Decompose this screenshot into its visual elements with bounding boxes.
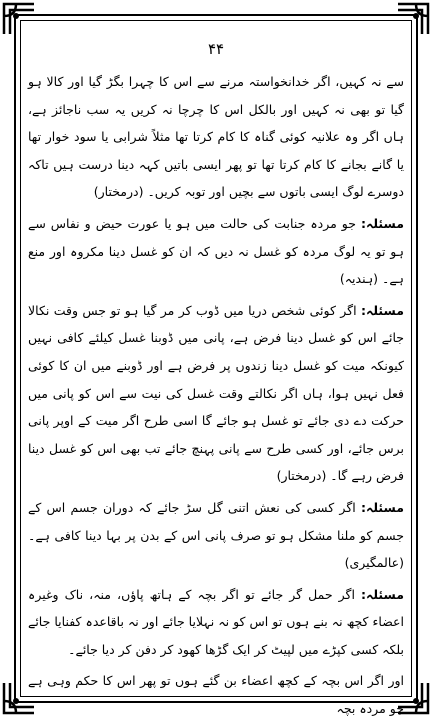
paragraph-text: اگر حمل گر جائے تو اگر بچہ کے ہاتھ پاؤں، منہ، ناک وغیرہ اعضاء کچھ نہ بنے ہوں تو اس کو نہ نہلایا جائے اور نہ باقاعدہ کفنایا جائے بلکہ کسی کپڑے میں لپیٹ کر ایک گڑھا کھود کر دفن کر دیا جائے۔ bbox=[28, 586, 404, 657]
masala-heading: مسئلہ: bbox=[361, 302, 404, 318]
paragraph-text: اگر کسی کی نعش اتنی گل سڑ جائے کہ دوران جسم اس کے جسم کو ملنا مشکل ہو تو صرف پانی اس کے بدن پر بہا دینا کافی ہے۔ (عالمگیری) bbox=[28, 499, 404, 571]
masala-heading: مسئلہ: bbox=[361, 215, 404, 231]
paragraph-text: جو مردہ جنابت کی حالت میں ہو یا عورت حیض و نفاس سے ہو تو یہ لوگ مردہ کو غسل نہ دیں کہ ان کو غسل دینا مکروہ اور منع ہے۔ (ہندیہ) bbox=[28, 215, 404, 287]
page-number: ۴۴ bbox=[207, 40, 225, 58]
corner-ornament-icon bbox=[2, 2, 36, 36]
paragraph bbox=[28, 297, 404, 490]
paragraph bbox=[28, 581, 404, 664]
paragraph bbox=[28, 68, 404, 206]
corner-ornament-icon bbox=[396, 2, 430, 36]
masala-heading: مسئلہ: bbox=[361, 499, 404, 515]
masala-heading: مسئلہ: bbox=[361, 586, 404, 602]
page-body bbox=[28, 68, 404, 717]
paragraph bbox=[28, 210, 404, 293]
paragraph-text: اور اگر اس بچہ کے کچھ اعضاء بن گئے ہوں تو پھر اس کا حکم وہی ہے جو مردہ بچہ bbox=[28, 673, 404, 717]
paragraph-text: سے نہ کہیں، اگر خدانخواستہ مرنے سے اس کا چہرا بگڑ گیا اور کالا ہو گیا تو بھی نہ کہیں اور بالکل اس کا چرچا نہ کریں یہ سب ناجائز ہے، ہاں اگر وہ علانیہ کوئی گناہ کا کام کرتا تھا مثلاً شرابی یا سود خوار تھا یا گانے بجانے کا کام کرتا تھا تو پھر ایسی باتیں کہہ دینا درست ہیں تاکہ دوسرے لوگ ایسی باتوں سے بچیں اور توبہ کریں۔ (درمختار) bbox=[28, 74, 404, 200]
paragraph bbox=[28, 667, 404, 722]
paragraph bbox=[28, 494, 404, 577]
paragraph-text: اگر کوئی شخص دریا میں ڈوب کر مر گیا ہو تو جس وقت نکالا جائے اس کو غسل دینا فرض ہے، پانی میں ڈوبنا غسل کیلئے کافی نہیں کیونکہ میت کو غسل دینا زندوں پر فرض ہے اور ڈوبنے میں ان کا کوئی فعل نہیں ہوا، ہاں اگر نکالتے وقت غسل کی نیت سے اس کو پانی میں حرکت دے دی جائے تو غسل ہو جائے گا اسی طرح اگر میت کے اوپر پانی برس جائے، اور کسی طرح سے پانی پہنچ جائے تب بھی اس کو غسل دینا فرض رہے گا۔ (درمختار) bbox=[28, 302, 404, 484]
